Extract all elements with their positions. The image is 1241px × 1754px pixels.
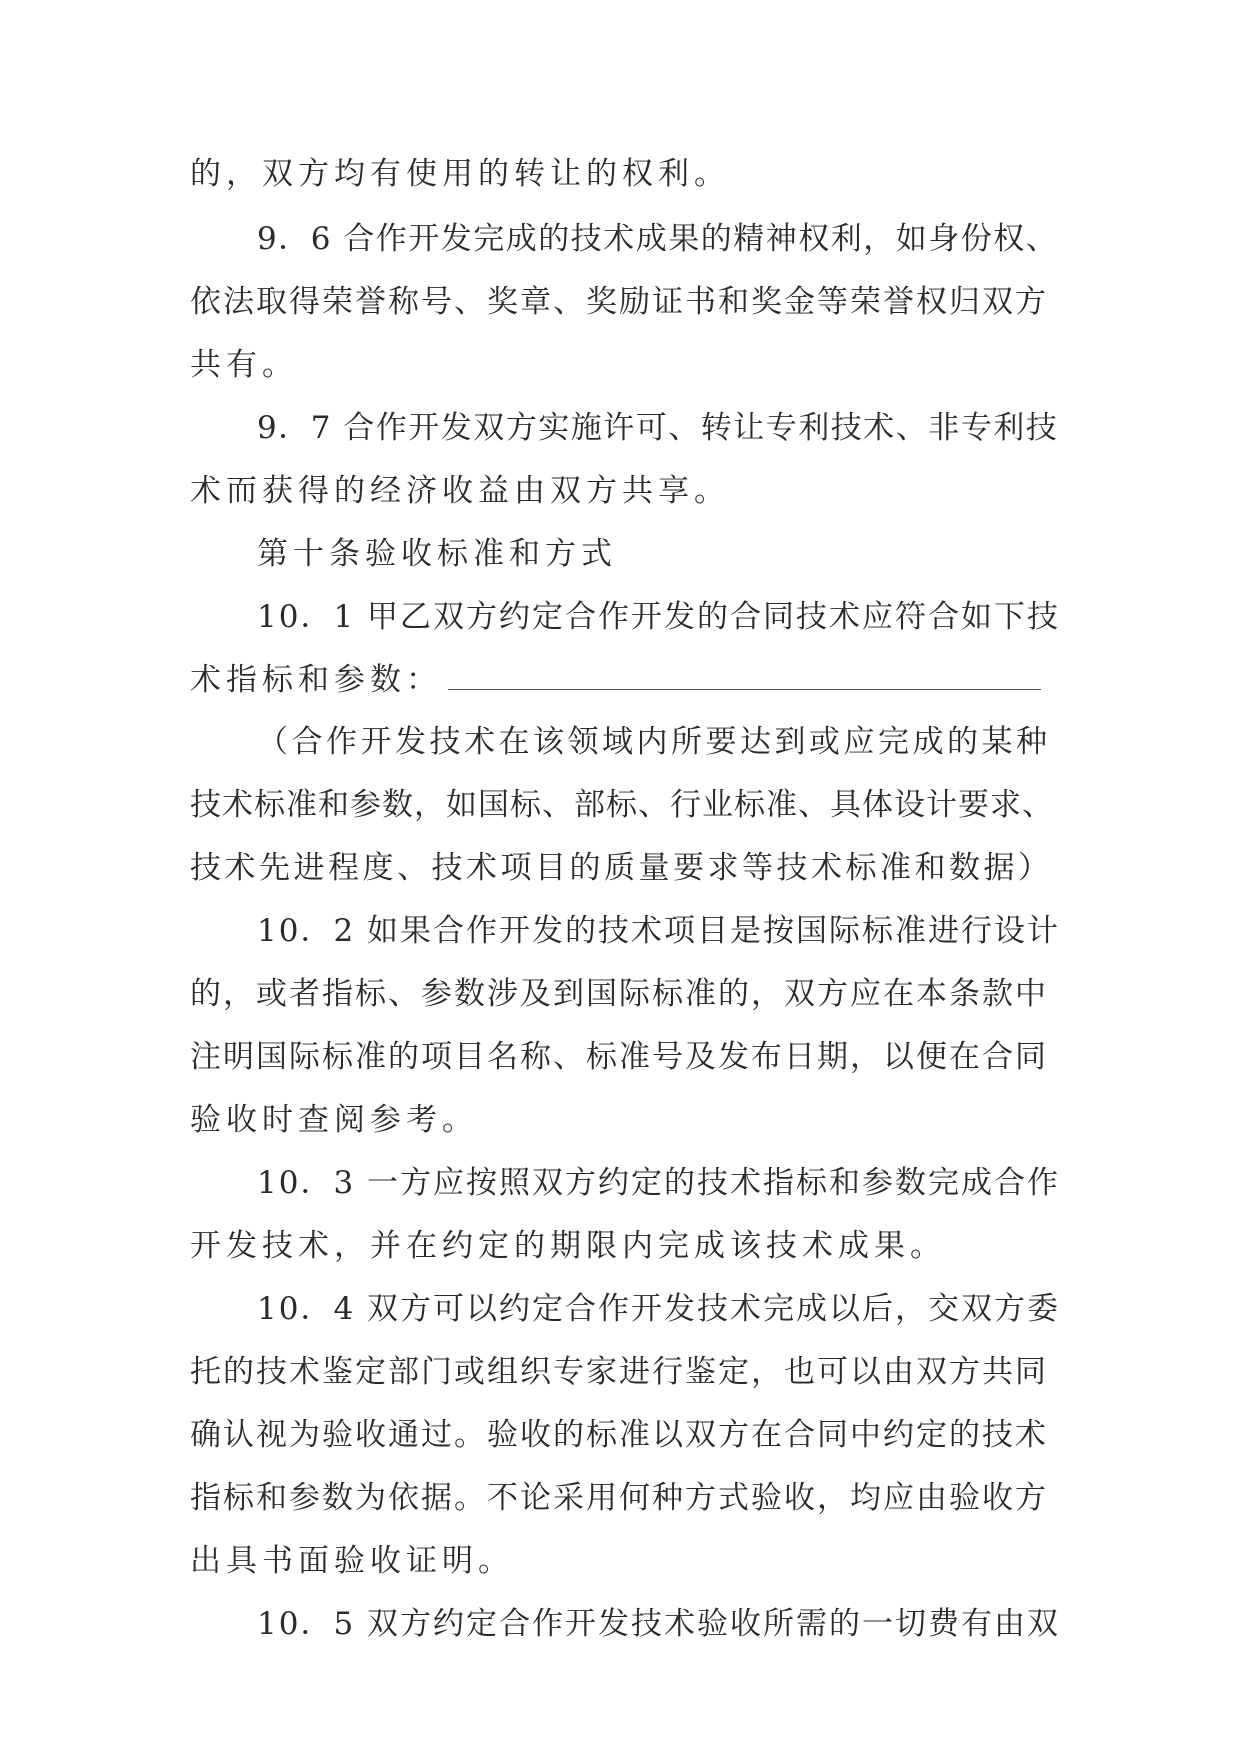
text-line: 技术先进程度、技术项目的质量要求等技术标准和数据） — [190, 850, 1053, 886]
text-line: 出具书面验收证明。 — [190, 1543, 514, 1579]
text-line: 依法取得荣誉称号、奖章、奖励证书和奖金等荣誉权归双方 — [190, 284, 1048, 320]
text-line: 10．1 甲乙双方约定合作开发的合同技术应符合如下技 — [257, 599, 1061, 635]
text-line: 术指标和参数： — [190, 662, 442, 698]
text-line: （合作开发技术在该领域内所要达到或应完成的某种 — [257, 724, 1051, 760]
text-line: 验收时查阅参考。 — [190, 1102, 478, 1138]
text-line: 的，或者指标、参数涉及到国际标准的，双方应在本条款中 — [190, 976, 1048, 1012]
text-line: 共有。 — [190, 347, 298, 383]
text-line: 9．7 合作开发双方实施许可、转让专利技术、非专利技 — [257, 410, 1059, 446]
fill-in-blank-line — [448, 689, 1041, 690]
section-heading: 第十条验收标准和方式 — [257, 536, 617, 572]
text-line: 技术标准和参数，如国标、部标、行业标准、具体设计要求、 — [190, 787, 1054, 823]
text-line: 开发技术，并在约定的期限内完成该技术成果。 — [190, 1228, 946, 1264]
text-line: 注明国际标准的项目名称、标准号及发布日期，以便在合同 — [190, 1039, 1048, 1075]
text-line: 的，双方均有使用的转让的权利。 — [190, 156, 730, 192]
text-line-with-blank — [190, 660, 1041, 700]
text-line: 术而获得的经济收益由双方共享。 — [190, 473, 730, 509]
text-line: 托的技术鉴定部门或组织专家进行鉴定，也可以由双方共同 — [190, 1354, 1048, 1390]
text-line: 指标和参数为依据。不论采用何种方式验收，均应由验收方 — [190, 1480, 1048, 1516]
text-line: 10．5 双方约定合作开发技术验收所需的一切费有由双 — [257, 1606, 1061, 1642]
text-line: 10．2 如果合作开发的技术项目是按国际标准进行设计 — [257, 913, 1061, 949]
text-line: 确认视为验收通过。验收的标准以双方在合同中约定的技术 — [190, 1417, 1048, 1453]
text-line: 10．4 双方可以约定合作开发技术完成以后，交双方委 — [257, 1291, 1061, 1327]
text-line: 9．6 合作开发完成的技术成果的精神权利，如身份权、 — [257, 221, 1059, 257]
text-line: 10．3 一方应按照双方约定的技术指标和参数完成合作 — [257, 1165, 1061, 1201]
